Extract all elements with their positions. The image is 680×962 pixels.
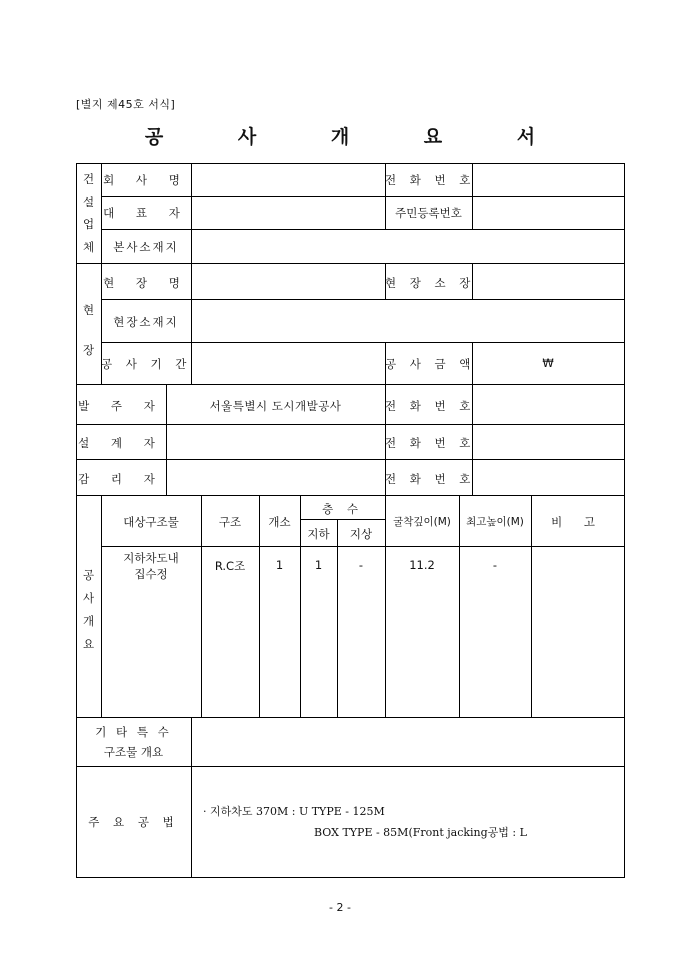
resident-id-label: 주민등록번호	[395, 206, 462, 220]
construction-amount-label: 공 사 금 액	[385, 357, 476, 371]
supervisor-label: 감 리 자	[78, 472, 164, 486]
row-above: -	[358, 558, 364, 572]
designer-label: 설 계 자	[78, 436, 164, 450]
client-field[interactable]: 서울특별시 도시개발공사	[209, 399, 342, 413]
row-height: -	[492, 558, 498, 572]
document-title: 공 사 개 요 서	[144, 126, 570, 148]
construction-amount-field[interactable]: ₩	[542, 356, 554, 370]
client-phone-label: 전 화 번 호	[385, 399, 476, 413]
construction-period-label: 공 사 기 간	[101, 357, 192, 371]
other-structures-label: 기 타 특 수 구조물 개요	[95, 725, 172, 759]
row-below: 1	[314, 558, 323, 572]
supervisor-phone-label: 전 화 번 호	[385, 472, 476, 486]
company-name-label: 회 사 명	[103, 173, 189, 187]
client-label: 발 주 자	[78, 399, 164, 413]
row-count: 1	[275, 558, 284, 572]
site-location-label: 현장소재지	[113, 315, 179, 329]
header-structure: 대상구조물	[123, 515, 179, 529]
page-number: - 2 -	[329, 901, 351, 914]
header-height: 최고높이(M)	[466, 516, 524, 528]
overview-group-label: 공 사 개 요	[82, 568, 95, 651]
contractor-group-label: 건 설 업 체	[82, 172, 95, 254]
main-methods-line1: · 지하차도 370M : U TYPE - 125M	[203, 805, 385, 818]
header-floors: 층 수	[322, 502, 363, 516]
header-type: 구조	[218, 515, 242, 529]
representative-label: 대 표 자	[103, 206, 189, 220]
row-type: R.C조	[214, 559, 246, 573]
hq-address-label: 본사소재지	[113, 240, 179, 254]
row-structure: 지하차도내 집수정	[123, 551, 179, 581]
site-name-label: 현 장 명	[103, 276, 189, 290]
designer-phone-label: 전 화 번 호	[385, 436, 476, 450]
form-tag: [별지 제45호 서식]	[76, 98, 176, 111]
header-count: 개소	[268, 515, 291, 529]
main-methods-label: 주 요 공 법	[88, 815, 179, 829]
site-group-label: 현 장	[82, 303, 95, 357]
row-depth: 11.2	[409, 558, 435, 572]
site-manager-label: 현 장 소 장	[385, 276, 476, 290]
contractor-phone-label: 전 화 번 호	[385, 173, 476, 187]
header-below: 지하	[307, 527, 330, 541]
main-methods-line2: BOX TYPE - 85M(Front jacking공법 : L	[314, 826, 527, 839]
header-depth: 굴착깊이(M)	[393, 516, 451, 528]
header-note: 비 고	[551, 515, 604, 529]
header-above: 지상	[349, 527, 373, 541]
